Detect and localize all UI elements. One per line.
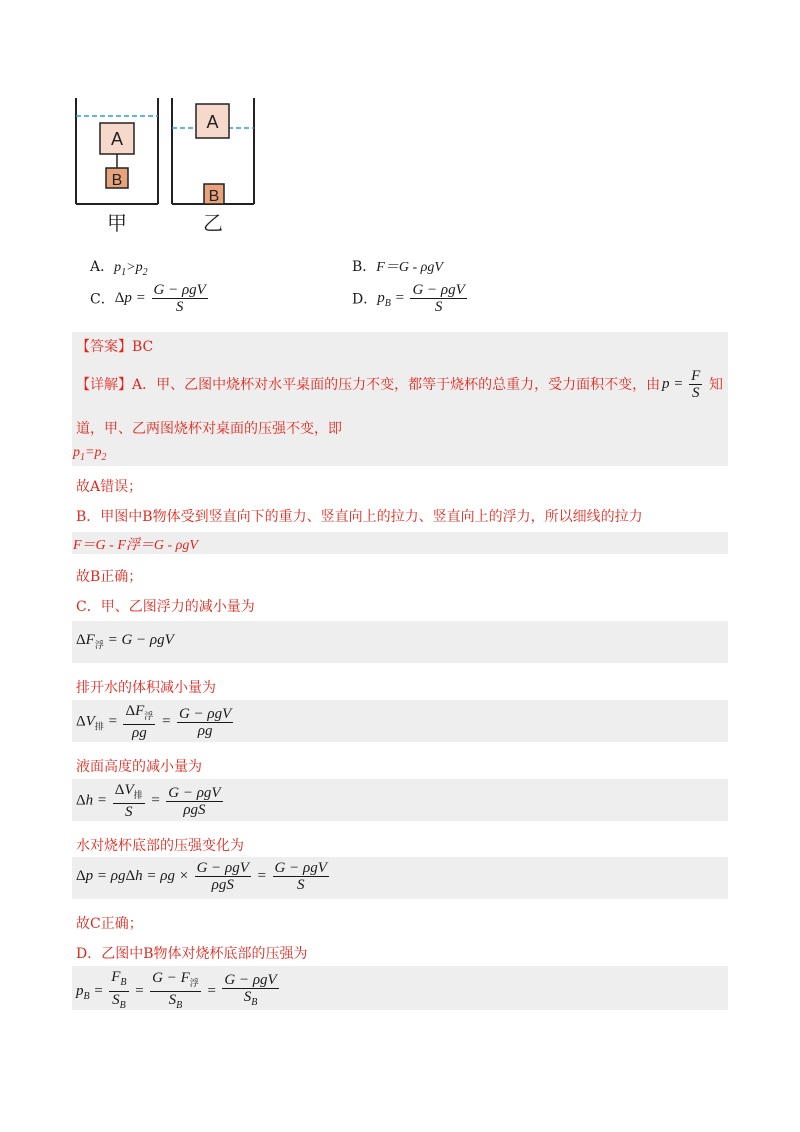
option-a-expr: $p_1>p_2$	[114, 260, 148, 278]
option-c-label: C．	[90, 291, 115, 308]
beaker-figure	[60, 92, 270, 242]
caption-left: 甲	[107, 211, 127, 235]
detail-b-line: B．甲图中B物体受到竖直向下的重力、竖直向上的拉力、竖直向上的浮力，所以细线的拉力	[76, 509, 643, 525]
detail-a-line1	[76, 374, 660, 394]
answer-value: BC	[132, 339, 154, 355]
detail-a-line1-end: 知	[709, 377, 723, 393]
detail-c-line2: 排开水的体积减小量为	[76, 680, 216, 696]
option-b	[352, 256, 443, 276]
detail-c-conclusion: 故C正确；	[76, 916, 143, 932]
detail-a-conclusion: 故A错误；	[76, 479, 143, 495]
detail-a-eq: $p_1=p_2$	[73, 445, 107, 463]
answer-tag: 【答案】	[76, 339, 132, 355]
eq-delta-buoyancy: $\Delta F_浮 = G - \rho gV$	[76, 632, 174, 650]
detail-a-line2: 道，甲、乙两图烧杯对桌面的压强不变，即	[76, 421, 342, 437]
eq-delta-volume: $\Delta V_排$ = $\frac{\Delta F_浮}{\rho g}$ = $\frac{\text{G − ρgV}}{\rho g}$	[76, 703, 232, 741]
pressure-formula: p = $\frac{F}{S}$	[662, 368, 701, 401]
detail-d-line: D．乙图中B物体对烧杯底部的压强为	[76, 946, 308, 962]
block-a-left-label: A	[110, 129, 124, 149]
option-a	[90, 256, 148, 278]
detail-c-line3: 液面高度的减小量为	[76, 759, 202, 775]
option-b-expr: F＝G - ρgV	[376, 260, 443, 275]
answer-band	[72, 332, 728, 466]
detail-tag: 【详解】	[76, 377, 132, 393]
detail-b-expr: F＝G - F浮＝G - ρgV	[73, 538, 198, 553]
option-a-label: A．	[90, 259, 115, 275]
block-b-right-label: B	[208, 188, 220, 205]
eq-pressure-b: $p_B$ = $\frac{F_B}{S_B}$ = $\frac{G - F_浮}{S_B}$ = $\frac{\text{G − ρgV}}{S_B}$	[76, 969, 277, 1011]
eq-delta-height: Δh = $\frac{\Delta V_排}{S}$ = $\frac{\text{G − ρgV}}{\text{ρgS}}$	[76, 782, 221, 820]
detail-b-conclusion: 故B正确；	[76, 569, 143, 585]
option-d	[352, 283, 469, 314]
option-b-label: B．	[352, 259, 377, 275]
option-d-expr: $p_B$ = $\frac{\text{G − ρgV}}{S}$	[377, 282, 465, 315]
option-c	[90, 283, 210, 314]
detail-c-line4: 水对烧杯底部的压强变化为	[76, 838, 244, 854]
option-c-expr: Δp = $\frac{\text{G − ρgV}}{S}$	[114, 282, 206, 315]
block-b-left-label: B	[111, 172, 123, 189]
block-a-right-label: A	[206, 112, 219, 132]
eq-delta-pressure: Δp = ρgΔh = ρg × $\frac{\text{G − ρgV}}{\text{ρgS}}$ = $\frac{\text{G − ρgV}}{S}$	[76, 860, 327, 893]
caption-right: 乙	[203, 211, 223, 235]
detail-c-line1: C．甲、乙图浮力的减小量为	[76, 599, 255, 615]
answer-line	[76, 336, 153, 356]
option-d-label: D．	[352, 291, 378, 308]
detail-a-text1: A．甲、乙图中烧杯对水平桌面的压力不变，都等于烧杯的总重力，受力面积不变，由	[132, 377, 661, 393]
